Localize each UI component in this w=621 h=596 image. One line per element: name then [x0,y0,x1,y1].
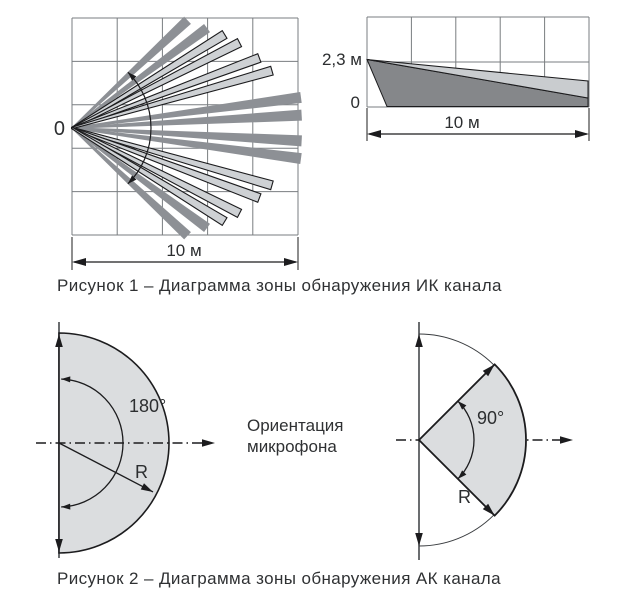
zone-90-sector [419,364,526,515]
top-view-range-label: 10 м [166,241,202,260]
figure2-acoustic-detection-diagram [0,318,621,596]
orientation-line1: Ориентация [247,416,344,435]
radius-label-left: R [135,462,148,482]
diameter-arrow-up-right-fig [415,334,423,347]
side-view-dim-arrow-left [367,130,381,138]
radius-label-right: R [458,487,471,507]
orientation-line2: микрофона [247,437,337,456]
figure2-caption: Рисунок 2 – Диаграмма зоны обнаружения АК канала [57,569,501,588]
side-view-range-label: 10 м [444,113,480,132]
mounting-height-label: 2,3 м [321,50,362,69]
axis-arrow-left-fig [202,439,215,447]
angle-180-label: 180° [129,396,167,416]
top-view-dim-arrow-left [72,258,86,266]
axis-arrow-right-fig [560,436,573,444]
floor-level-label: 0 [350,93,360,112]
diameter-arrow-down-right-fig [415,533,423,546]
top-view-dim-arrow-right [284,258,298,266]
microphone-orientation-label [247,415,344,457]
angle-90-label: 90° [477,408,505,428]
figure1-caption: Рисунок 1 – Диаграмма зоны обнаружения ИК канала [57,276,502,295]
side-view-dim-arrow-right [575,130,589,138]
top-view-origin-label: 0 [53,118,65,140]
